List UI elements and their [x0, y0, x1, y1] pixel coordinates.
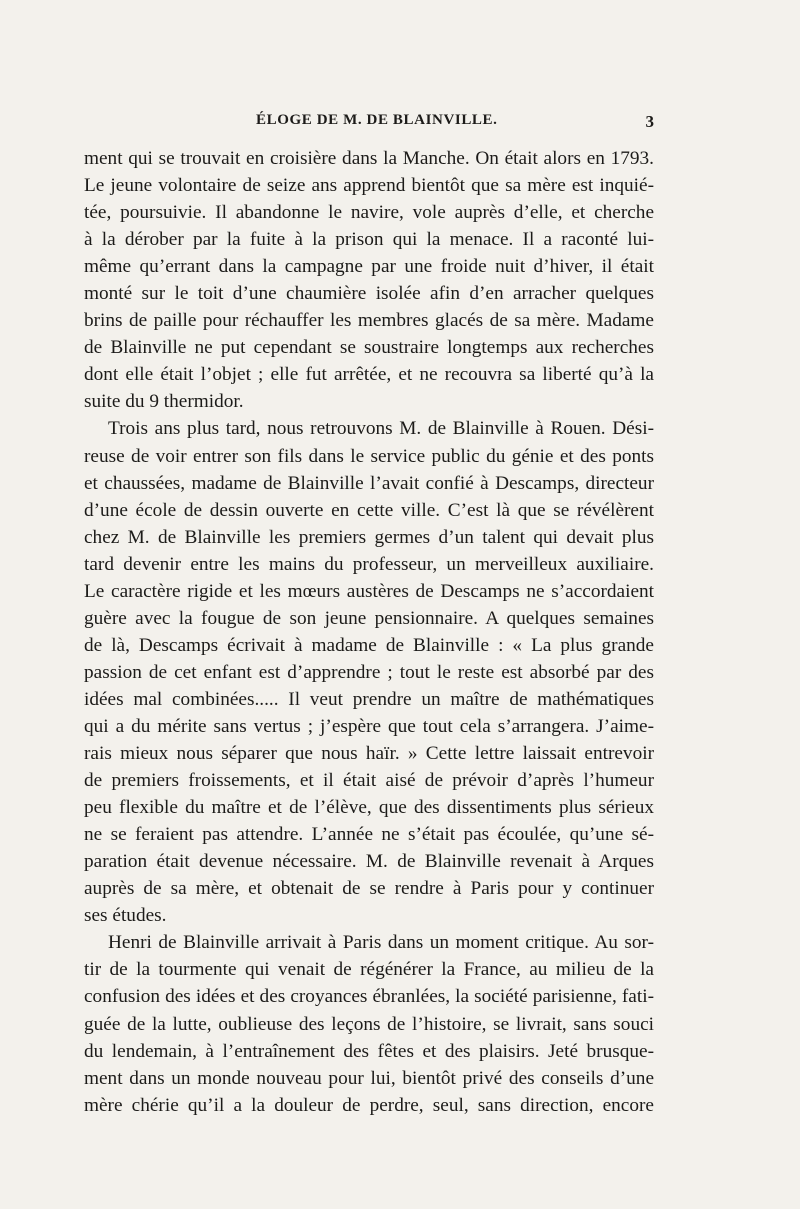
text-line: peu flexible du maître et de l’élève, que des dissentiments plus sérieux: [84, 797, 654, 819]
text-line: à la dérober par la fuite à la prison qui la menace. Il a raconté lui-: [84, 229, 654, 251]
text-line: paration était devenue nécessaire. M. de Blainville revenait à Arques: [84, 851, 654, 873]
paragraph-first-line: Trois ans plus tard, nous retrouvons M. de Blainville à Rouen. Dési-: [108, 418, 654, 440]
text-line: confusion des idées et des croyances ébranlées, la société parisienne, fati-: [84, 986, 654, 1008]
text-line: Le jeune volontaire de seize ans apprend bientôt que sa mère est inquié-: [84, 175, 654, 197]
body-text: [84, 145, 654, 1119]
text-line: passion de cet enfant est d’apprendre ; tout le reste est absorbé par des: [84, 661, 654, 683]
text-line: dont elle était l’objet ; elle fut arrêtée, et ne recouvra sa liberté qu’à la: [84, 364, 654, 386]
text-line: guée de la lutte, oublieuse des leçons de l’histoire, se livrait, sans souci: [84, 1013, 654, 1035]
text-line: ment qui se trouvait en croisière dans la Manche. On était alors en 1793.: [84, 148, 654, 169]
text-line: qui a du mérite sans vertus ; j’espère que tout cela s’arrangera. J’aime-: [84, 715, 654, 737]
text-line: même qu’errant dans la campagne par une froide nuit d’hiver, il était: [84, 256, 654, 278]
text-line: brins de paille pour réchauffer les membres glacés de sa mère. Madame: [84, 310, 654, 332]
text-line: reuse de voir entrer son fils dans le service public du génie et des ponts: [84, 445, 654, 467]
running-title: ÉLOGE DE M. DE BLAINVILLE.: [256, 112, 498, 128]
text-line: monté sur le toit d’une chaumière isolée afin d’en arracher quelques: [84, 283, 654, 305]
text-line: mère chérie qu’il a la douleur de perdre, seul, sans direction, encore: [84, 1094, 654, 1116]
text-line: de Blainville ne put cependant se soustraire longtemps aux recherches: [84, 337, 654, 359]
running-head: [84, 112, 654, 136]
text-line: ne se feraient pas attendre. L’année ne s’était pas écoulée, qu’une sé-: [84, 824, 654, 846]
page-number: 3: [645, 112, 654, 131]
text-line: tée, poursuivie. Il abandonne le navire, vole auprès d’elle, et cherche: [84, 202, 654, 224]
text-line: et chaussées, madame de Blainville l’avait confié à Descamps, directeur: [84, 472, 654, 494]
paragraph-first-line: Henri de Blainville arrivait à Paris dans un moment critique. Au sor-: [108, 932, 654, 954]
text-line: idées mal combinées..... Il veut prendre un maître de mathématiques: [84, 688, 654, 710]
text-line: ment dans un monde nouveau pour lui, bientôt privé des conseils d’une: [84, 1067, 654, 1089]
paragraph-end-line: suite du 9 thermidor.: [84, 391, 244, 413]
text-line: d’une école de dessin ouverte en cette ville. C’est là que se révélèrent: [84, 499, 654, 521]
text-line: auprès de sa mère, et obtenait de se rendre à Paris pour y continuer: [84, 878, 654, 900]
text-line: du lendemain, à l’entraînement des fêtes et des plaisirs. Jeté brusque-: [84, 1040, 654, 1062]
text-line: chez M. de Blainville les premiers germes d’un talent qui devait plus: [84, 526, 654, 548]
text-line: guère avec la fougue de son jeune pensionnaire. A quelques semaines: [84, 607, 654, 629]
text-line: tard devenir entre les mains du professeur, un merveilleux auxiliaire.: [84, 553, 654, 575]
text-line: tir de la tourmente qui venait de régénérer la France, au milieu de la: [84, 959, 654, 981]
text-line: rais mieux nous séparer que nous haïr. » Cette lettre laissait entrevoir: [84, 743, 654, 765]
text-line: de là, Descamps écrivait à madame de Blainville : « La plus grande: [84, 634, 654, 656]
paragraph-end-line: ses études.: [84, 905, 167, 927]
text-line: Le caractère rigide et les mœurs austères de Descamps ne s’accordaient: [84, 580, 654, 602]
text-line: de premiers froissements, et il était aisé de prévoir d’après l’humeur: [84, 770, 654, 792]
